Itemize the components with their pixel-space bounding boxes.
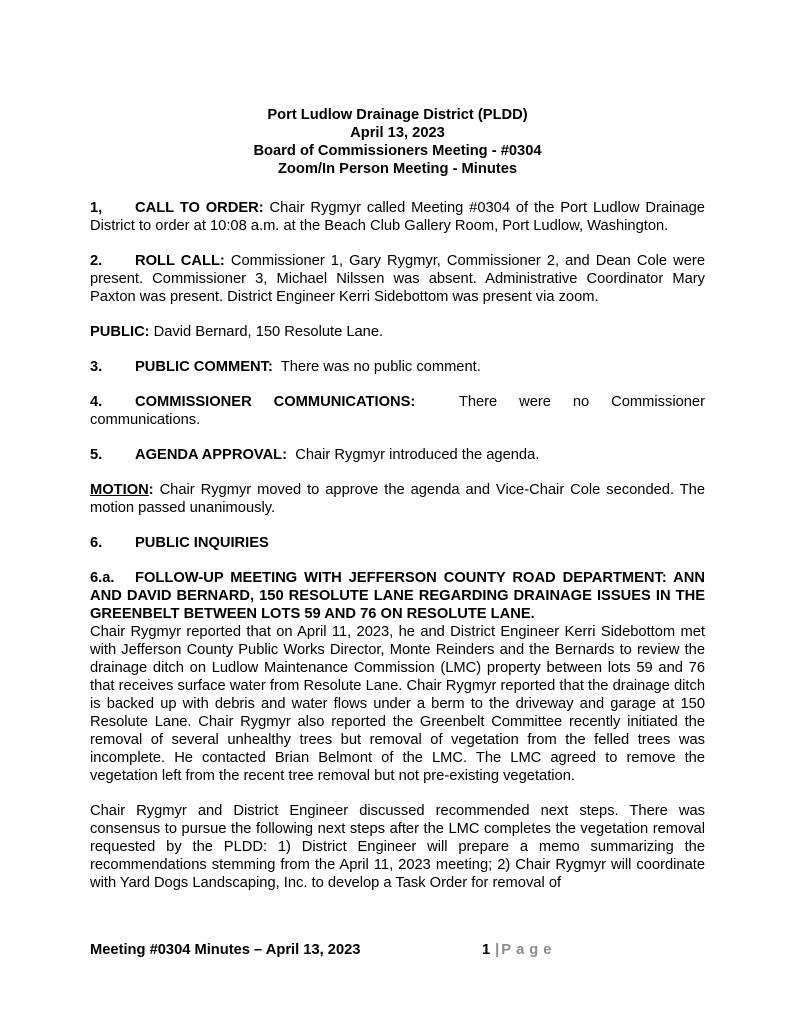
- public-label: PUBLIC:: [90, 324, 150, 340]
- section-public-inquiries: [90, 534, 705, 552]
- document-title: [90, 106, 705, 178]
- section-agenda-approval: [90, 446, 705, 464]
- public-text: David Bernard, 150 Resolute Lane.: [153, 324, 384, 340]
- item-number-5: 5.: [90, 447, 103, 463]
- section-6a-text: Chair Rygmyr reported that on April 11, 2023, he and District Engineer Kerri Sidebottom met with Jefferson County Public Works Director, Monte Reinders and the Bernards to review the drainage ditch on Ludlow Maintenance Commission (LMC) property between lots 59 and 76 that receives surface water from Resolute Lane. Chair Rygmyr reported that the drainage ditch is backed up with debris and water flows under a berm to the driveway and garage at 150 Resolute Lane. Chair Rygmyr also reported the Greenbelt Committee recently initiated the removal of several unhealthy trees but removal of vegetation from the felled trees was incomplete. He contacted Brian Belmont of the LMC. The LMC agreed to remove the vegetation left from the recent tree removal but not pre-existing vegetation.: [90, 624, 705, 784]
- page-word: Page: [501, 942, 557, 958]
- page-footer: [90, 941, 705, 959]
- section-next-steps: [90, 802, 705, 892]
- page-number: 1: [482, 942, 491, 958]
- commissioner-communications-label: COMMISSIONER COMMUNICATIONS:: [135, 394, 416, 410]
- public-inquiries-label: PUBLIC INQUIRIES: [135, 535, 269, 551]
- commissioner-communications-text: There were no Commissioner communications.: [90, 394, 705, 428]
- motion-text: Chair Rygmyr moved to approve the agenda and Vice-Chair Cole seconded. The motion passed unanimously.: [90, 482, 705, 516]
- section-public-comment: [90, 358, 705, 376]
- item-number-6: 6.: [90, 535, 103, 551]
- item-number-6a: 6.a.: [90, 570, 115, 586]
- public-comment-text: There was no public comment.: [280, 359, 481, 375]
- section-6a: [90, 569, 705, 785]
- page-number-indicator: [482, 941, 556, 959]
- section-motion: [90, 481, 705, 517]
- next-steps-text: Chair Rygmyr and District Engineer discussed recommended next steps. There was consensus to pursue the following next steps after the LMC completes the vegetation removal requested by the PLDD: 1) District Engineer will prepare a memo summarizing the recommendations stemming from the April 11, 2023 meeting; 2) Chair Rygmyr will coordinate with Yard Dogs Landscaping, Inc. to develop a Task Order for removal of: [90, 803, 705, 891]
- call-to-order-text: Chair Rygmyr called Meeting #0304 of the Port Ludlow Drainage District to order at 10:08 a.m. at the Beach Club Gallery Room, Port Ludlow, Washington.: [90, 200, 705, 234]
- item-number-2: 2.: [90, 253, 103, 269]
- item-number-4: 4.: [90, 394, 103, 410]
- motion-label: MOTION: [90, 482, 149, 498]
- section-6a-heading-block: [90, 569, 705, 623]
- public-comment-label: PUBLIC COMMENT:: [135, 359, 273, 375]
- title-line-3: Board of Commissioners Meeting - #0304: [253, 143, 542, 159]
- section-6a-heading: FOLLOW-UP MEETING WITH JEFFERSON COUNTY ROAD DEPARTMENT: ANN AND DAVID BERNARD, 150 RESOLUTE LANE REGARDING DRAINAGE ISSUES IN THE GREENBELT BETWEEN LOTS 59 AND 76 ON RESOLUTE LANE.: [90, 570, 705, 622]
- item-number-1: 1,: [90, 200, 103, 216]
- item-number-3: 3.: [90, 359, 103, 375]
- roll-call-text: Commissioner 1, Gary Rygmyr, Commissioner 2, and Dean Cole were present. Commissioner 3, Michael Nilssen was absent. Administrative Coordinator Mary Paxton was present. District Engineer Kerri Sidebottom was present via zoom.: [90, 253, 705, 305]
- agenda-approval-text: Chair Rygmyr introduced the agenda.: [295, 447, 540, 463]
- section-public: [90, 323, 705, 341]
- title-line-4: Zoom/In Person Meeting - Minutes: [277, 161, 518, 177]
- section-commissioner-communications: [90, 393, 705, 429]
- title-line-1: Port Ludlow Drainage District (PLDD): [267, 107, 528, 123]
- page-separator: |: [495, 942, 500, 958]
- title-line-2: April 13, 2023: [350, 125, 445, 141]
- section-call-to-order: [90, 199, 705, 235]
- call-to-order-label: CALL TO ORDER:: [135, 200, 264, 216]
- agenda-approval-label: AGENDA APPROVAL:: [135, 447, 288, 463]
- motion-colon: :: [148, 482, 154, 498]
- footer-meeting-info: Meeting #0304 Minutes – April 13, 2023: [90, 942, 361, 958]
- roll-call-label: ROLL CALL:: [135, 253, 225, 269]
- section-roll-call: [90, 252, 705, 306]
